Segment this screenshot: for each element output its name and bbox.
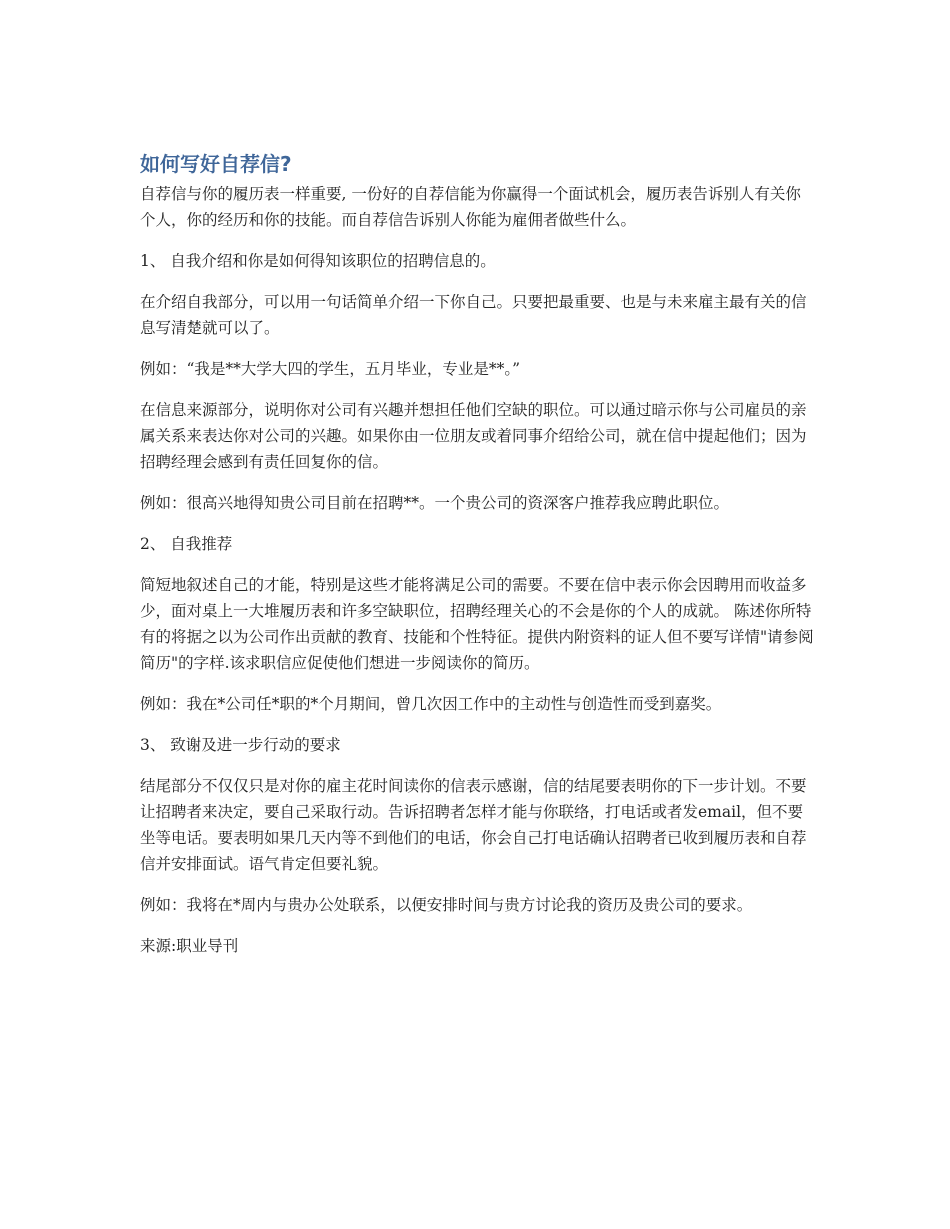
document-page [140,150,815,974]
source-line: 来源:职业导刊 [140,937,239,955]
paragraph: 在信息来源部分，说明你对公司有兴趣并想担任他们空缺的职位。可以通过暗示你与公司雇员的亲属关系来表达你对公司的兴趣。如果你由一位朋友或着同事介绍给公司，就在信中提起他们；因为招聘经理会感到有责任回复你的信。 [140,401,807,471]
example-paragraph: 例如：“我是**大学大四的学生，五月毕业，专业是**。” [140,360,521,378]
document-title: 如何写好自荐信? [140,152,292,176]
section-heading-3: 3、 致谢及进一步行动的要求 [140,736,341,754]
intro-paragraph: 自荐信与你的履历表一样重要, 一份好的自荐信能为你赢得一个面试机会，履历表告诉别人有关你个人，你的经历和你的技能。而自荐信告诉别人你能为雇佣者做些什么。 [140,185,801,229]
section-heading-2: 2、 自我推荐 [140,535,233,553]
paragraph: 结尾部分不仅仅只是对你的雇主花时间读你的信表示感谢，信的结尾要表明你的下一步计划。不要让招聘者来决定，要自己采取行动。告诉招聘者怎样才能与你联络，打电话或者发email，但不要坐等电话。要表明如果几天内等不到他们的电话，你会自己打电话确认招聘者已收到履历表和自荐信并安排面试。语气肯定但要礼貌。 [140,777,807,873]
example-paragraph: 例如：我将在*周内与贵办公处联系，以便安排时间与贵方讨论我的资历及贵公司的要求。 [140,896,753,914]
example-paragraph: 例如：我在*公司任*职的*个月期间，曾几次因工作中的主动性与创造性而受到嘉奖。 [140,695,722,713]
example-paragraph: 例如：很高兴地得知贵公司目前在招聘**。一个贵公司的资深客户推荐我应聘此职位。 [140,494,730,512]
paragraph: 在介绍自我部分，可以用一句话简单介绍一下你自己。只要把最重要、也是与未来雇主最有关的信息写清楚就可以了。 [140,293,807,337]
paragraph: 简短地叙述自己的才能，特别是这些才能将满足公司的需要。不要在信中表示你会因聘用而收益多少，面对桌上一大堆履历表和许多空缺职位，招聘经理关心的不会是你的个人的成就。 陈述你所特有的将据之以为公司作出贡献的教育、技能和个性特征。提供内附资料的证人但不要写详情"请参阅简历"的字样.该求职信应促使他们想进一步阅读你的简历。 [140,576,814,672]
section-heading-1: 1、 自我介绍和你是如何得知该职位的招聘信息的。 [140,252,496,270]
